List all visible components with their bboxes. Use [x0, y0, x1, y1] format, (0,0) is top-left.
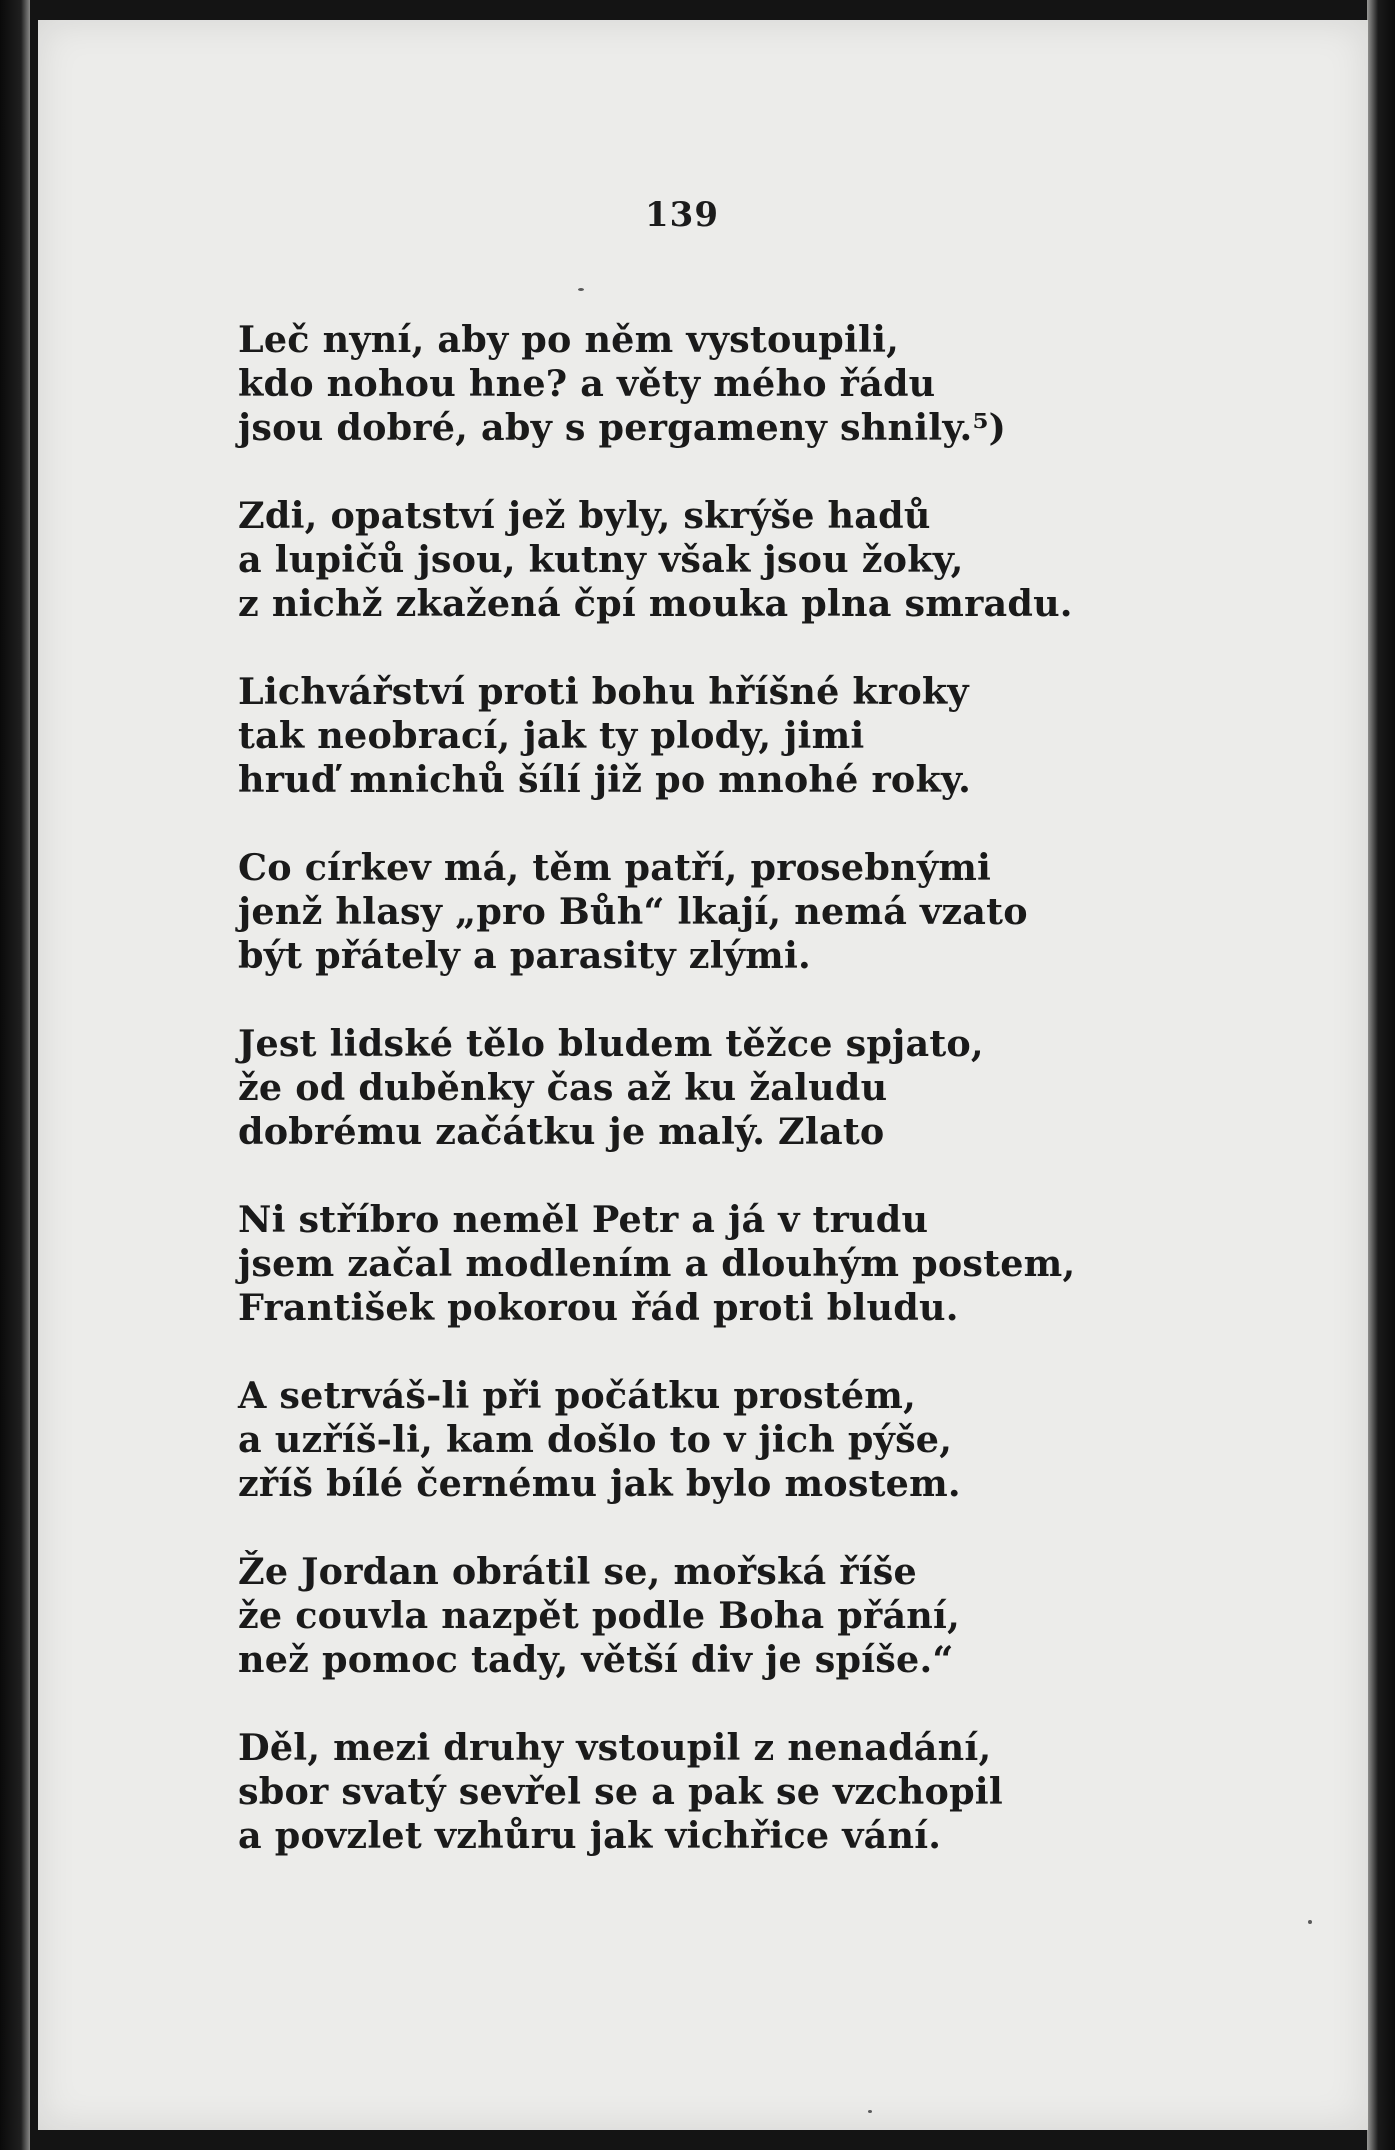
verse-line: Leč nyní, aby po něm vystoupili,	[238, 318, 900, 361]
verse-line: Zdi, opatství jež byly, skrýše hadů	[238, 494, 931, 537]
verse-line: Jest lidské tělo bludem těžce spjato,	[238, 1022, 984, 1065]
verse-line: z nichž zkažená čpí mouka plna smradu.	[238, 582, 1073, 625]
verse-line: že couvla nazpět podle Boha přání,	[238, 1594, 961, 1637]
verse-line: a povzlet vzhůru jak vichřice vání.	[238, 1814, 942, 1857]
verse-line: hruď mnichů šílí již po mnohé roky.	[238, 758, 972, 801]
page-number: 139	[645, 195, 719, 235]
verse-line: A setrváš-li při počátku prostém,	[238, 1374, 917, 1417]
page-edge-shadow	[1367, 0, 1395, 2150]
verse-line: Co církev má, těm patří, prosebnými	[238, 846, 992, 889]
print-speck	[1308, 1920, 1312, 1924]
verse-line: Lichvářství proti bohu hříšné kroky	[238, 670, 969, 713]
poem-text	[238, 318, 1238, 1902]
verse-line: a lupičů jsou, kutny však jsou žoky,	[238, 538, 964, 581]
print-speck	[868, 2110, 872, 2113]
verse-line: jenž hlasy „pro Bůh“ lkají, nemá vzato	[238, 890, 1028, 933]
print-speck	[578, 288, 584, 291]
verse-line: že od duběnky čas až ku žaludu	[238, 1066, 888, 1109]
verse-line: sbor svatý sevřel se a pak se vzchopil	[238, 1770, 1003, 1813]
stanza	[238, 1726, 1238, 1858]
verse-line: Že Jordan obrátil se, mořská říše	[238, 1550, 917, 1593]
stanza	[238, 1374, 1238, 1506]
stanza	[238, 846, 1238, 978]
verse-line: zříš bílé černému jak bylo mostem.	[238, 1462, 961, 1505]
verse-line: Ni stříbro neměl Petr a já v trudu	[238, 1198, 929, 1241]
verse-line: a uzříš-li, kam došlo to v jich pýše,	[238, 1418, 953, 1461]
stanza	[238, 1198, 1238, 1330]
verse-line: Děl, mezi druhy vstoupil z nenadání,	[238, 1726, 992, 1769]
verse-line: kdo nohou hne? a věty mého řádu	[238, 362, 936, 405]
stanza	[238, 1550, 1238, 1682]
stanza	[238, 494, 1238, 626]
verse-line: jsem začal modlením a dlouhým postem,	[238, 1242, 1076, 1285]
book-spine-shadow	[0, 0, 30, 2150]
stanza	[238, 1022, 1238, 1154]
verse-line: dobrému začátku je malý. Zlato	[238, 1110, 885, 1153]
verse-line: být přátely a parasity zlými.	[238, 934, 811, 977]
stanza	[238, 318, 1238, 450]
verse-line: jsou dobré, aby s pergameny shnily.⁵)	[238, 406, 1007, 449]
stanza	[238, 670, 1238, 802]
verse-line: František pokorou řád proti bludu.	[238, 1286, 959, 1329]
verse-line: než pomoc tady, větší div je spíše.“	[238, 1638, 954, 1681]
verse-line: tak neobrací, jak ty plody, jimi	[238, 714, 865, 757]
